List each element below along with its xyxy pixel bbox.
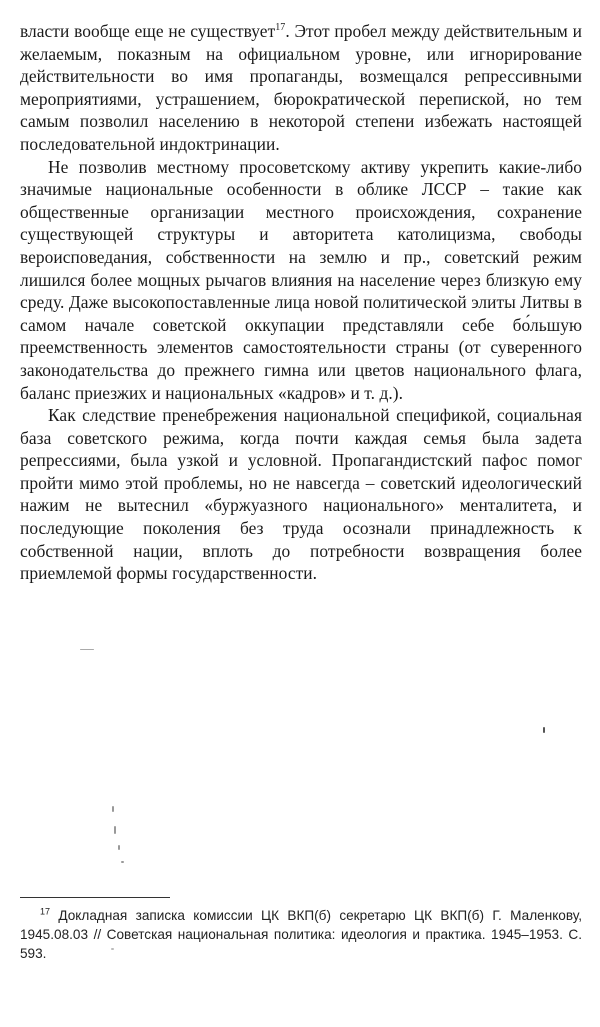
scan-speck (114, 826, 116, 834)
footnote-reference: 17 (275, 22, 286, 34)
paragraph-1-rest: . Этот пробел между действительным и желаемым, показным на официальном уровне, или игнорирование действительности во имя пропаганды, возмещался репрессивными мероприятиями, устрашением, бюрократической перепиской, но тем самым позволил населению в некоторой степени избежать настоящей последовательной индоктринации. (20, 21, 582, 154)
paragraph-1 (20, 20, 582, 156)
paragraph-2: Не позволив местному просоветскому активу укрепить какие-либо значимые национальные особенности в облике ЛССР – такие как общественные организации местного происхождения, сохранение существующей структуры и авторитета католицизма, свободы вероисповедания, собственности на землю и пр., советский режим лишился более мощных рычагов влияния на население через близкую ему среду. Даже высокопоставленные лица новой политической элиты Литвы в самом начале советской оккупации представляли себе бо́льшую преемственность элементов самостоятельности страны (от суверенного законодательства до прежнего гимна или цветов национального флага, баланс приезжих и национальных «кадров» и т. д.). (20, 156, 582, 403)
scan-speck (80, 649, 94, 650)
footnote-number: 17 (40, 906, 51, 917)
scan-speck (121, 861, 124, 863)
footnote-divider (20, 897, 170, 898)
paragraph-1-start: власти вообще еще не существует (20, 21, 276, 41)
scan-speck (112, 806, 114, 812)
paragraph-3: Как следствие пренебрежения национальной спецификой, социальная база советского режима, когда почти каждая семья была задета репрессиями, была узкой и условной. Пропагандистский пафос помог пройти мимо этой проблемы, но не навсегда – советский идеологический нажим не вытеснил «буржуазного национального» менталитета, и последующие поколения без труда осознали принадлежность к собственной нации, вплоть до потребности возвращения более приемлемой формы государственности. (20, 405, 582, 584)
scan-speck (543, 727, 545, 733)
scan-speck (118, 845, 120, 850)
footnote (20, 906, 582, 963)
footnote-text: Докладная записка комиссии ЦК ВКП(б) секретарю ЦК ВКП(б) Г. Маленкову, 1945.08.03 // Советская национальная политика: идеология и практика. 1945–1953. С. 593. (20, 908, 582, 961)
main-text (20, 20, 582, 585)
